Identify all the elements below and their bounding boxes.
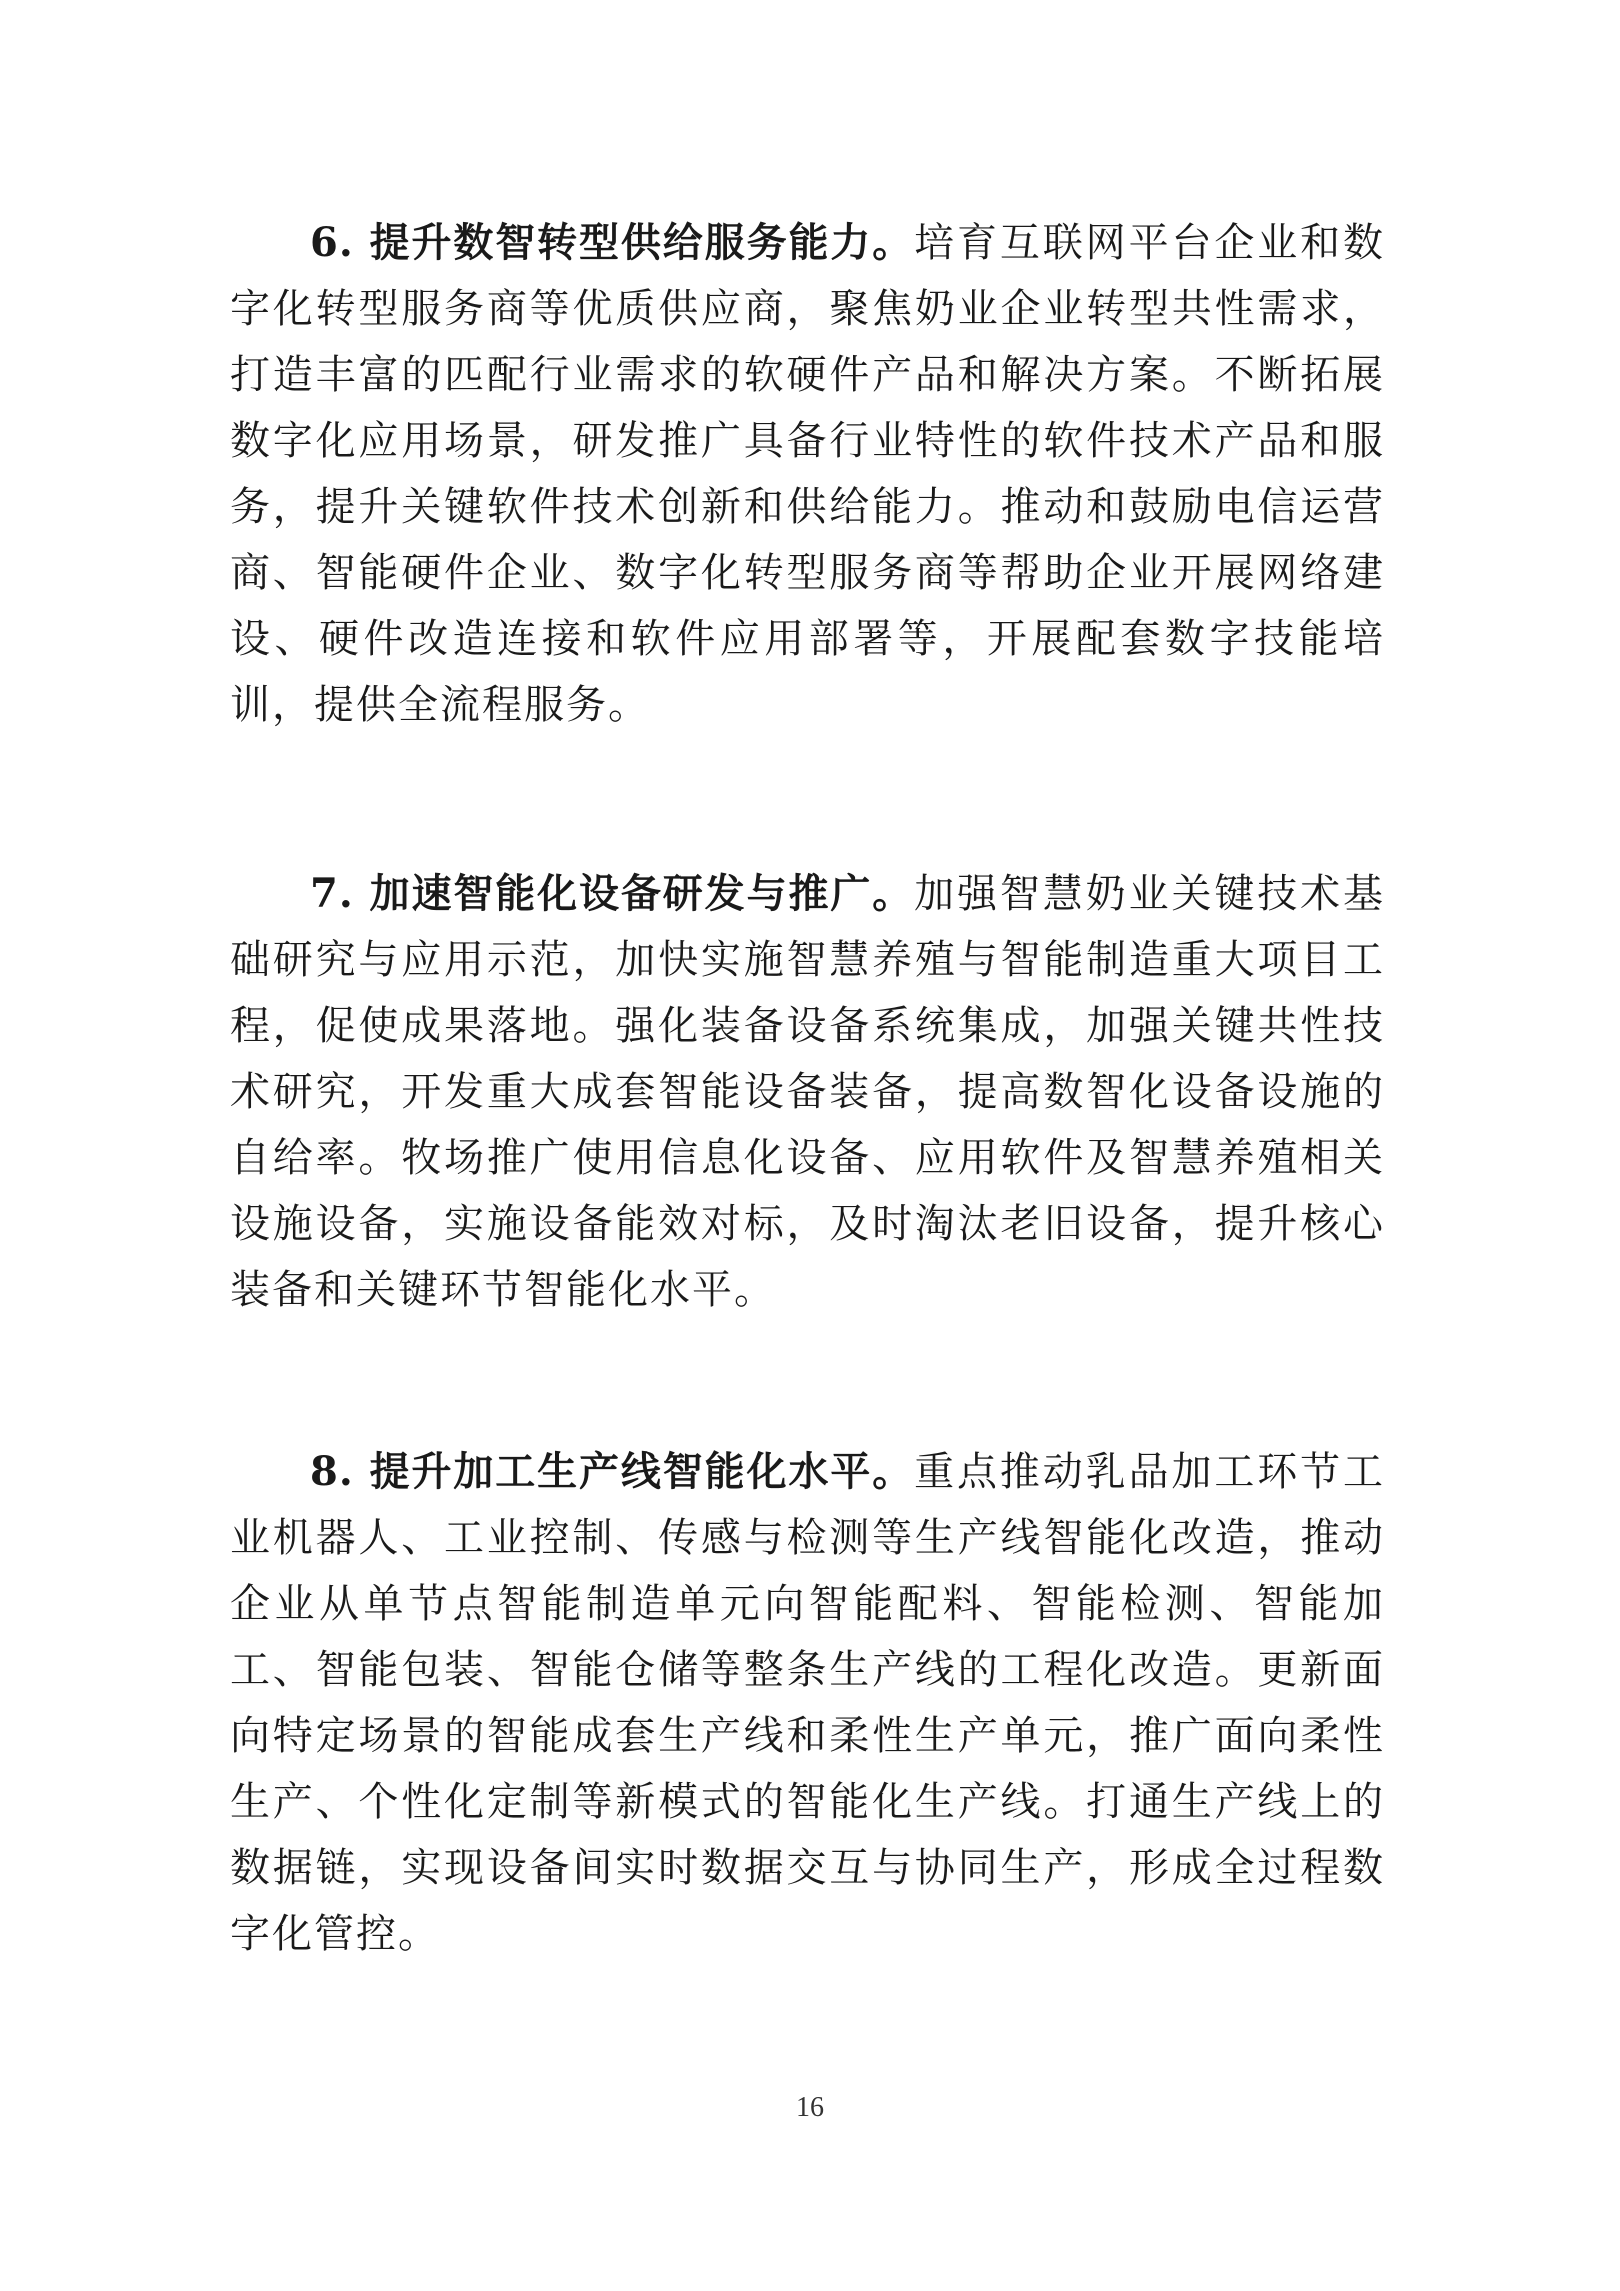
paragraph-7 xyxy=(230,861,1385,1323)
paragraph-8-body: 重点推动乳品加工环节工业机器人、工业控制、传感与检测等生产线智能化改造，推动企业从单节点智能制造单元向智能配料、智能检测、智能加工、智能包装、智能仓储等整条生产线的工程化改造。更新面向特定场景的智能成套生产线和柔性生产单元，推广面向柔性生产、个性化定制等新模式的智能化生产线。打通生产线上的数据链，实现设备间实时数据交互与协同生产，形成全过程数字化管控。 xyxy=(230,1449,1386,1957)
paragraph-7-heading: 7. 加速智能化设备研发与推广。 xyxy=(310,870,915,917)
page-number: 16 xyxy=(796,2092,824,2123)
paragraph-7-body: 加强智慧奶业关键技术基础研究与应用示范，加快实施智慧养殖与智能制造重大项目工程，促使成果落地。强化装备设备系统集成，加强关键共性技术研究，开发重大成套智能设备装备，提高数智化设备设施的自给率。牧场推广使用信息化设备、应用软件及智慧养殖相关设施设备，实施设备能效对标，及时淘汰老旧设备，提升核心装备和关键环节智能化水平。 xyxy=(230,871,1386,1313)
paragraph-6 xyxy=(230,210,1385,738)
paragraph-6-heading: 6. 提升数智转型供给服务能力。 xyxy=(310,219,915,266)
paragraph-6-body: 培育互联网平台企业和数字化转型服务商等优质供应商，聚焦奶业企业转型共性需求，打造丰富的匹配行业需求的软硬件产品和解决方案。不断拓展数字化应用场景，研发推广具备行业特性的软件技术产品和服务，提升关键软件技术创新和供给能力。推动和鼓励电信运营商、智能硬件企业、数字化转型服务商等帮助企业开展网络建设、硬件改造连接和软件应用部署等，开展配套数字技能培训，提供全流程服务。 xyxy=(230,220,1386,728)
paragraph-8 xyxy=(230,1439,1385,1967)
paragraph-8-heading: 8. 提升加工生产线智能化水平。 xyxy=(310,1448,915,1495)
